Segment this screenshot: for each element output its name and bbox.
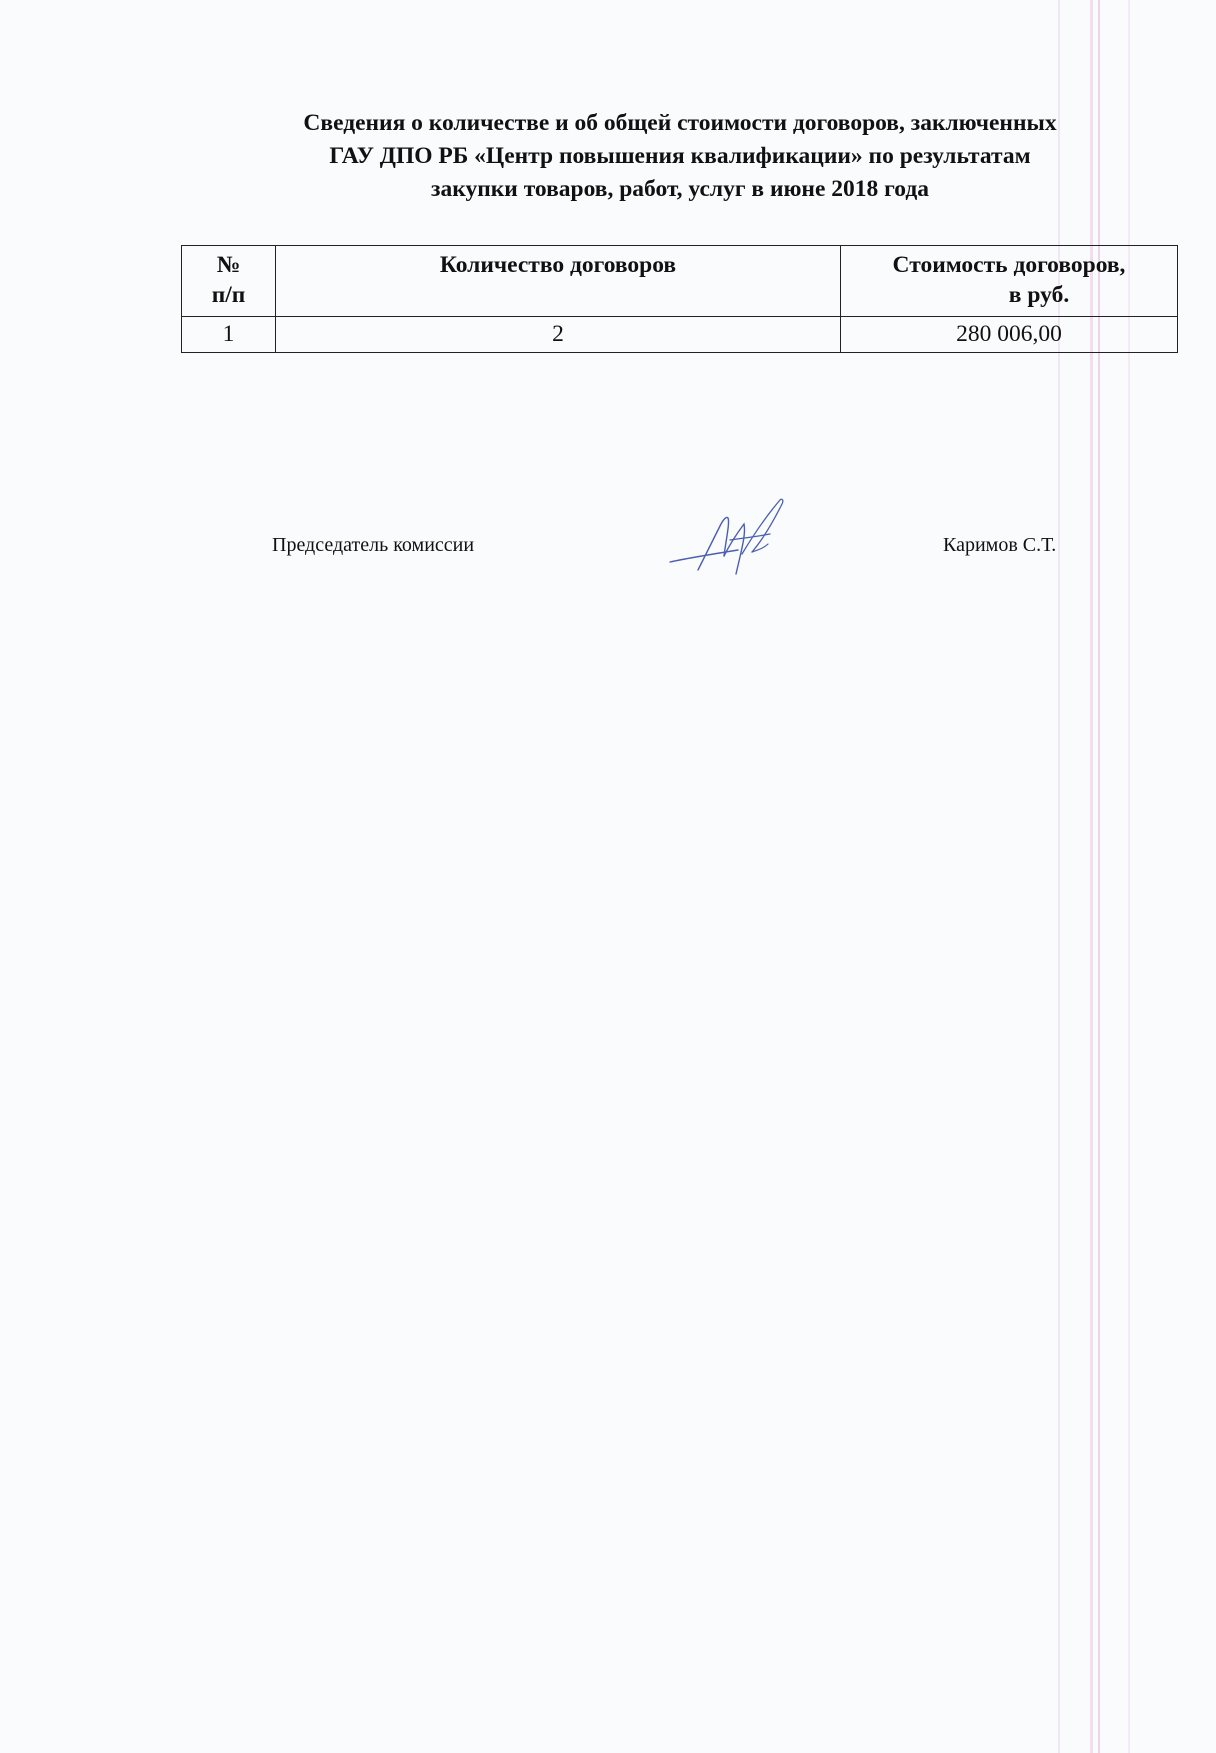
table-row bbox=[182, 317, 1178, 353]
header-contract-count: Количество договоров bbox=[276, 246, 841, 317]
handwritten-signature bbox=[668, 494, 798, 579]
header-number-line-2: п/п bbox=[211, 282, 246, 308]
title-line-1: Сведения о количестве и об общей стоимости договоров, заключенных bbox=[303, 110, 1057, 136]
header-number-line-1: № bbox=[216, 252, 241, 278]
document-title bbox=[200, 107, 1160, 206]
contracts-table bbox=[181, 245, 1178, 353]
header-cost-line-1: Стоимость договоров, bbox=[892, 252, 1126, 278]
header-contract-cost bbox=[841, 246, 1178, 317]
cell-number: 1 bbox=[182, 317, 276, 353]
cell-contract-cost: 280 006,00 bbox=[841, 317, 1178, 353]
title-line-2: ГАУ ДПО РБ «Центр повышения квалификации» по результатам bbox=[329, 143, 1031, 169]
signatory-role: Председатель комиссии bbox=[272, 534, 475, 556]
signatory-name: Каримов С.Т. bbox=[943, 534, 1057, 556]
title-line-3: закупки товаров, работ, услуг в июне 2018 года bbox=[431, 176, 929, 202]
table-header-row bbox=[182, 246, 1178, 317]
header-cost-line-2: в руб. bbox=[1008, 282, 1070, 308]
header-number bbox=[182, 246, 276, 317]
cell-contract-count: 2 bbox=[276, 317, 841, 353]
